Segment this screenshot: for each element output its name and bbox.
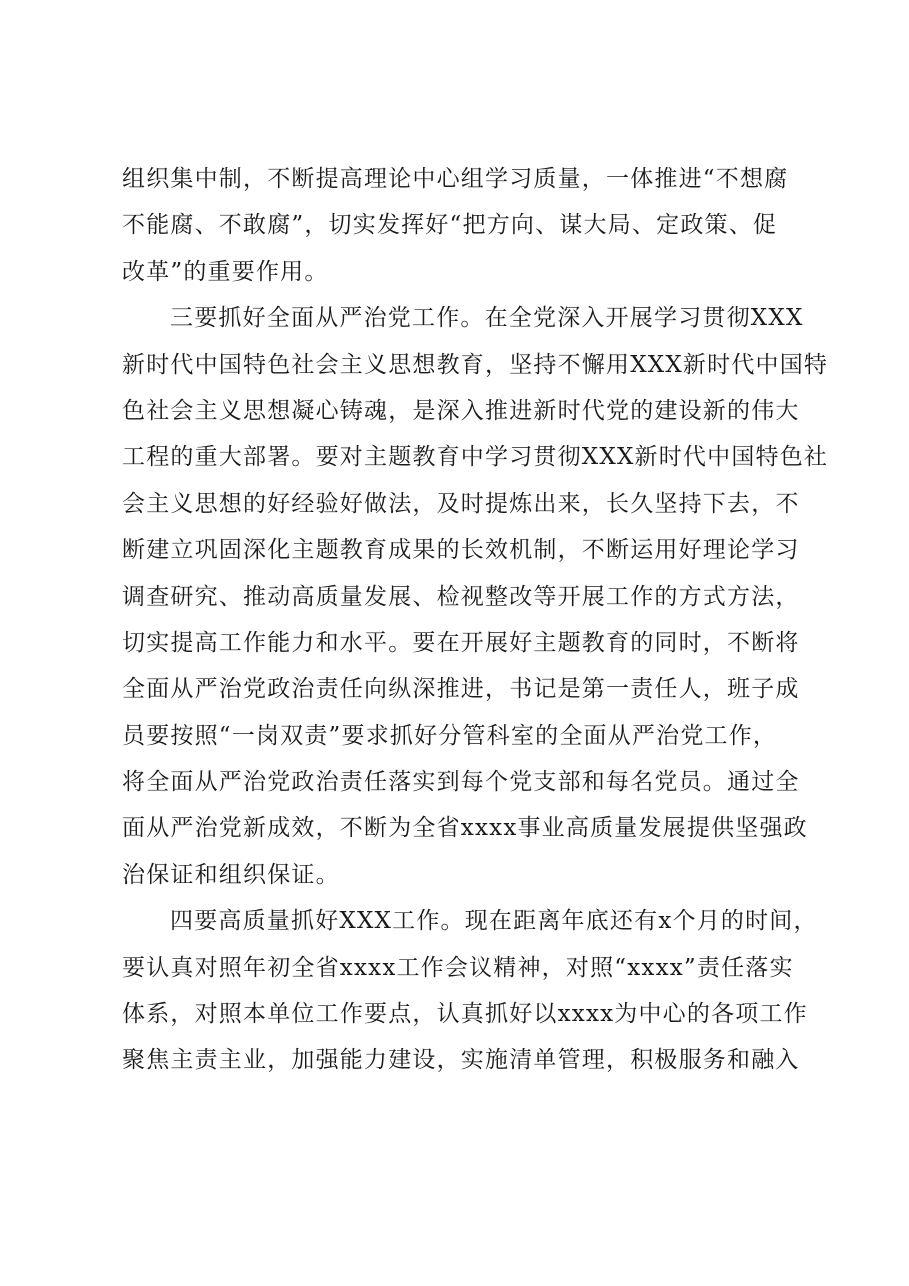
text-line: 组织集中制，不断提高理论中心组学习质量，一体推进“不想腐	[122, 166, 789, 192]
text-line: 切实提高工作能力和水平。要在开展好主题教育的同时，不断将	[122, 629, 800, 656]
text-line: 不能腐、不敢腐”，切实发挥好“把方向、谋大局、定政策、促	[122, 212, 778, 239]
text-line: 会主义思想的好经验好做法，及时提炼出来，长久坚持下去，不	[122, 490, 800, 517]
text-line: 体系，对照本单位工作要点，认真抓好以xxxx为中心的各项工作	[122, 1001, 808, 1028]
text-line: 调查研究、推动高质量发展、检视整改等开展工作的方式方法，	[122, 583, 800, 610]
document-body	[122, 156, 829, 1084]
text-line: 三要抓好全面从严治党工作。在全党深入开展学习贯彻XXX	[170, 305, 804, 332]
text-line: 四要高质量抓好XXX工作。现在距离年底还有x个月的时间，	[170, 908, 818, 935]
text-line: 将全面从严治党政治责任落实到每个党支部和每名党员。通过全	[122, 769, 800, 796]
text-line: 色社会主义思想凝心铸魂，是深入推进新时代党的建设新的伟大	[122, 397, 800, 424]
text-line: 面从严治党新成效，不断为全省xxxx事业高质量发展提供坚强政	[122, 815, 808, 842]
text-line: 聚焦主责主业，加强能力建设，实施清单管理，积极服务和融入	[122, 1047, 800, 1074]
text-line: 工程的重大部署。要对主题教育中学习贯彻XXX新时代中国特色社	[122, 444, 829, 471]
text-line: 治保证和组织保证。	[122, 861, 340, 888]
text-line: 改革”的重要作用。	[122, 258, 329, 285]
text-line: 断建立巩固深化主题教育成果的长效机制，不断运用好理论学习	[122, 537, 800, 564]
paragraph-2	[122, 295, 829, 898]
text-line: 新时代中国特色社会主义思想教育，坚持不懈用XXX新时代中国特	[122, 351, 829, 378]
text-line: 要认真对照年初全省xxxx工作会议精神，对照“xxxx”责任落实	[122, 954, 794, 981]
paragraph-1	[122, 156, 822, 295]
paragraph-3	[122, 898, 822, 1084]
text-line: 员要按照“一岗双责”要求抓好分管科室的全面从严治党工作，	[122, 722, 778, 749]
text-line: 全面从严治党政治责任向纵深推进，书记是第一责任人，班子成	[122, 676, 800, 703]
